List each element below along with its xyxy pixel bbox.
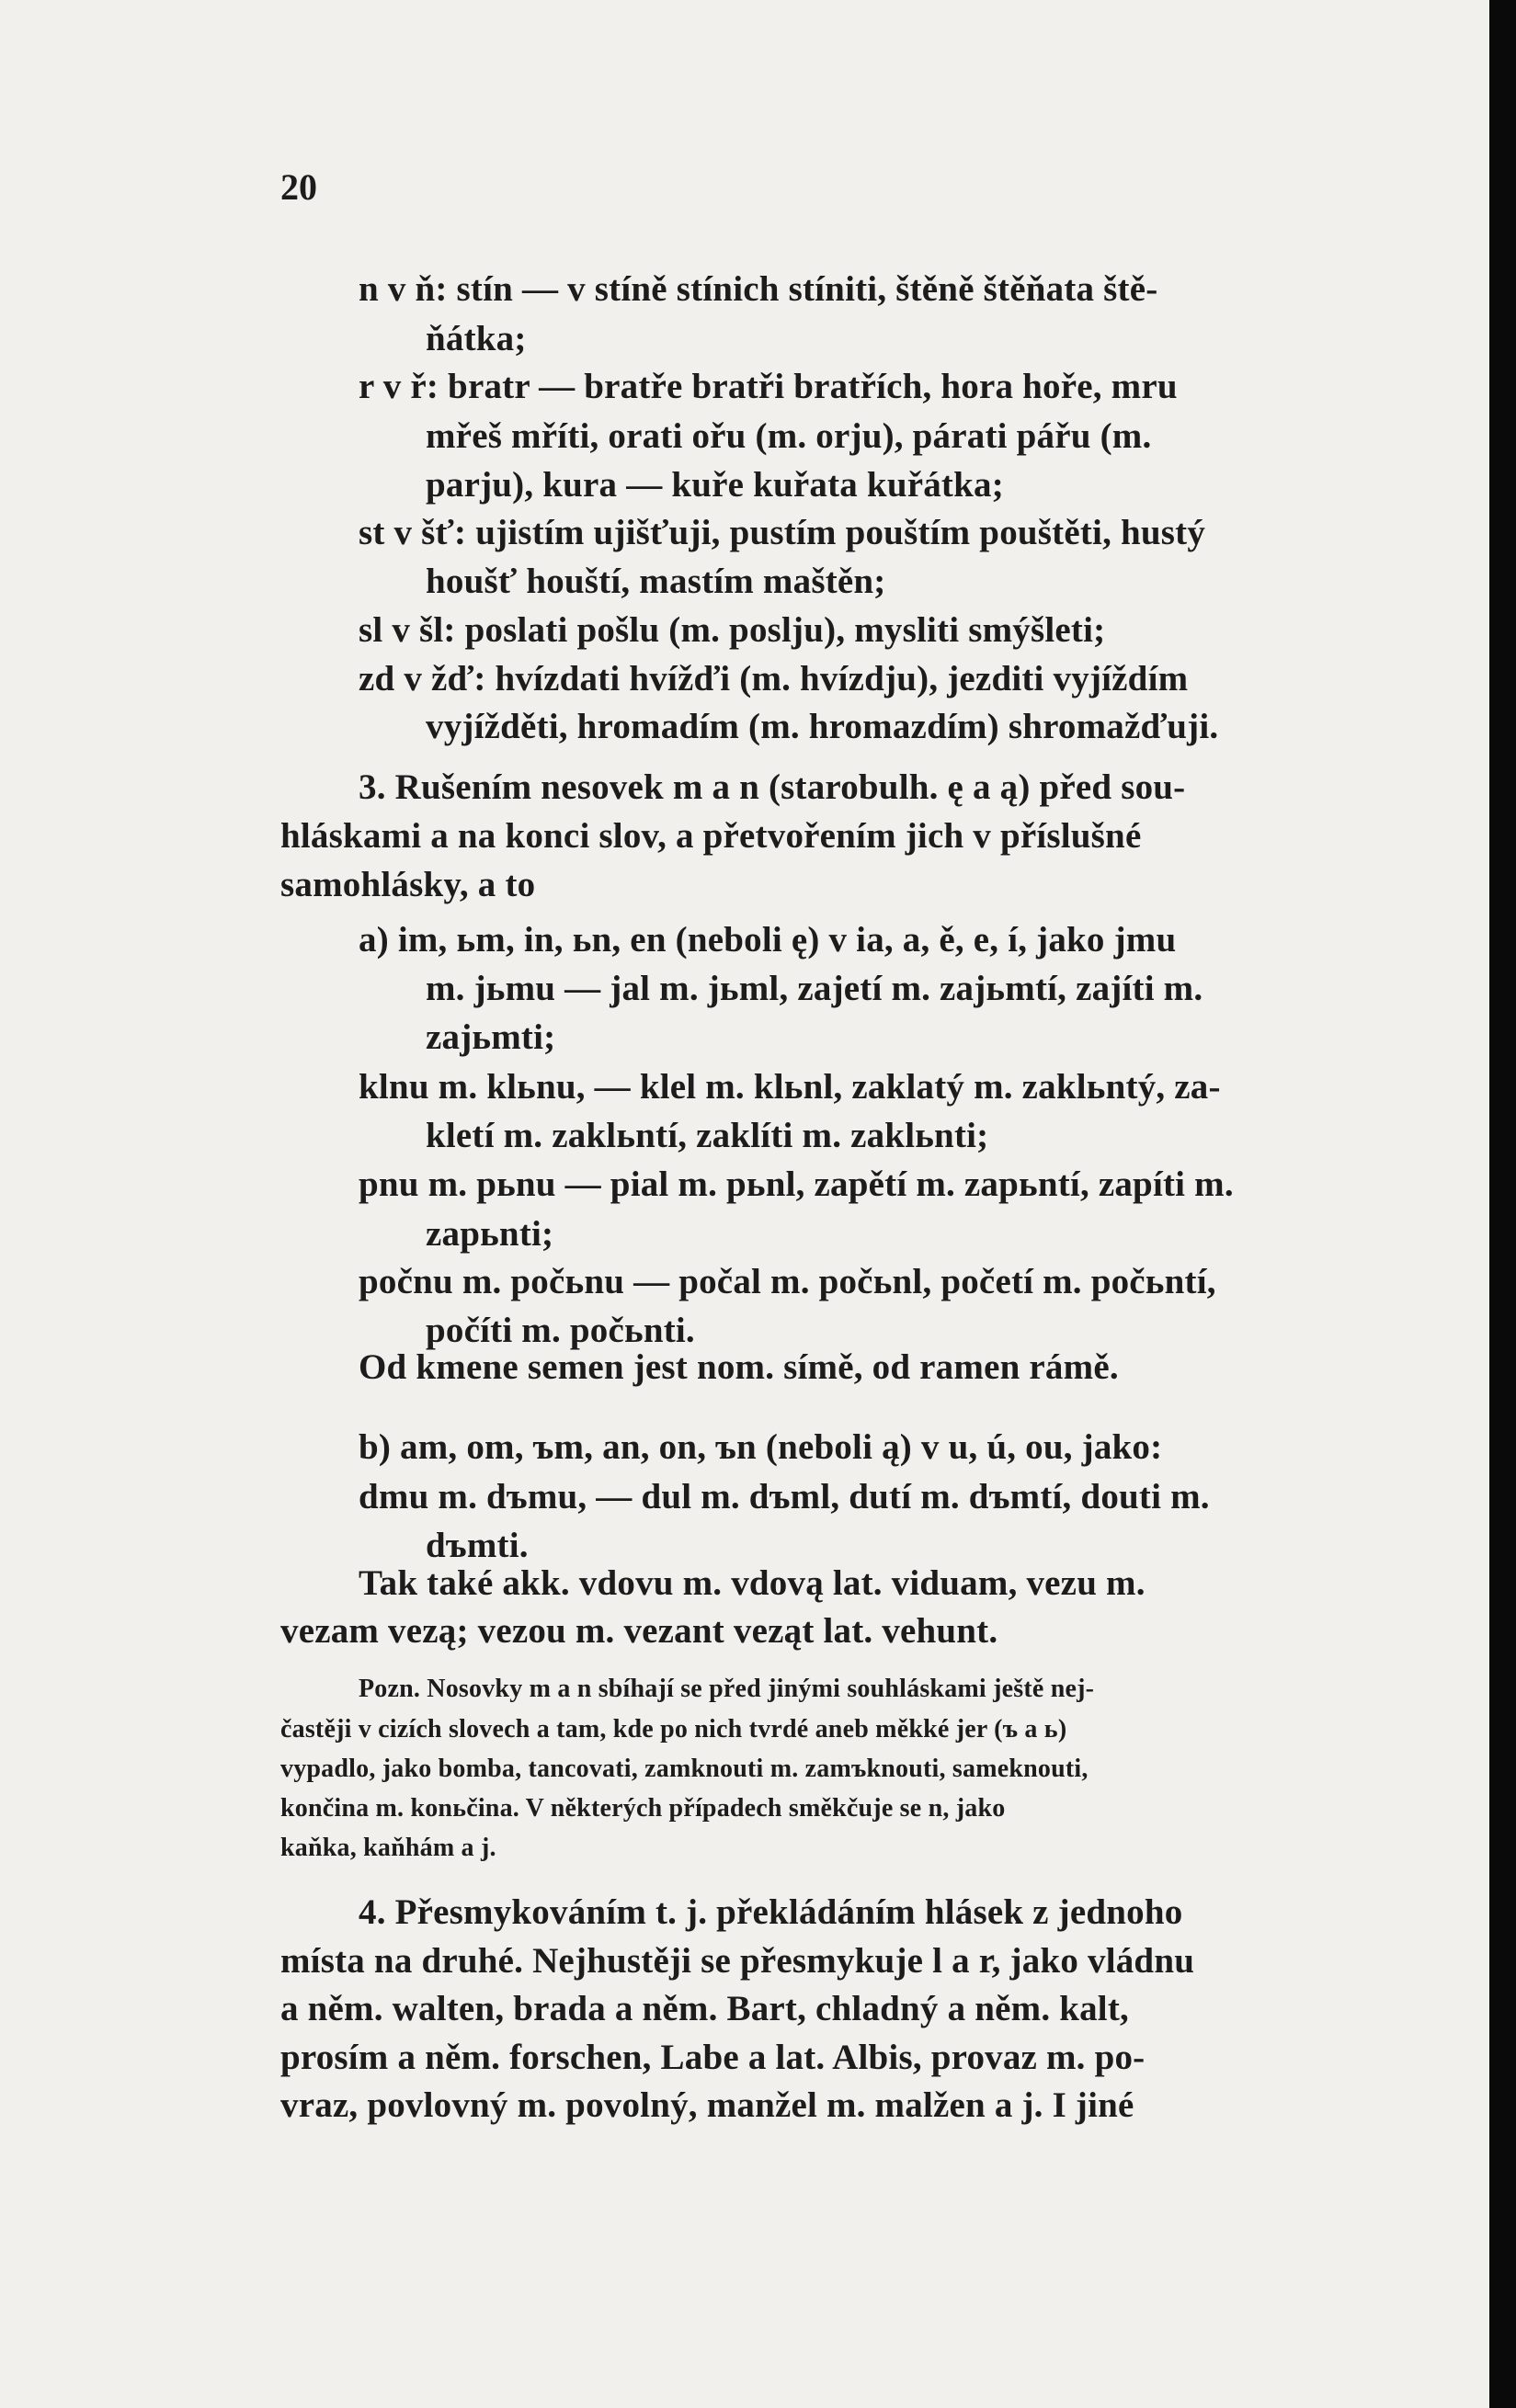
text-line: vyjížděti, hromadím (m. hromazdím) shromažďuji. — [426, 707, 1219, 746]
text-line: b) am, om, ъm, an, on, ъn (neboli ą) v u, ú, ou, jako: — [359, 1427, 1163, 1467]
scan-edge — [1489, 0, 1516, 2408]
text-line: ňátka; — [426, 319, 527, 358]
note-line: Pozn. Nosovky m a n sbíhají se před jinými souhláskami ještě nej- — [359, 1675, 1095, 1703]
text-line: n v ň: stín — v stíně stínich stíniti, štěně štěňata ště- — [359, 269, 1158, 309]
text-line: a něm. walten, brada a něm. Bart, chladný a něm. kalt, — [280, 1989, 1129, 2028]
text-line: sl v šl: poslati pošlu (m. poslju), mysliti smýšleti; — [359, 610, 1106, 650]
text-line: a) im, ьm, in, ьn, en (neboli ę) v ia, a, ě, e, í, jako jmu — [359, 920, 1177, 960]
text-line: klnu m. klьnu, — klel m. klьnl, zaklatý m. zaklьntý, za- — [359, 1067, 1221, 1107]
note-line: kaňka, kaňhám a j. — [280, 1834, 496, 1862]
text-line: zd v žď: hvízdati hvížďi (m. hvízdju), jezditi vyjíždím — [359, 659, 1189, 699]
text-line: samohlásky, a to — [280, 865, 536, 904]
text-line: zapьnti; — [426, 1214, 554, 1254]
text-line: pnu m. pьnu — pial m. pьnl, zapětí m. zapьntí, zapíti m. — [359, 1164, 1234, 1204]
text-line: zajьmti; — [426, 1017, 556, 1057]
text-line: houšť houští, mastím maštěn; — [426, 562, 886, 601]
text-line: vraz, povlovný m. povolný, manžel m. malžen a j. I jiné — [280, 2085, 1134, 2125]
note-line: končina m. konьčina. V některých případech směkčuje se n, jako — [280, 1794, 1006, 1823]
text-line: 3. Rušením nesovek m a n (starobulh. ę a ą) před sou- — [359, 767, 1186, 807]
text-line: r v ř: bratr — bratře bratři bratřích, hora hoře, mru — [359, 367, 1178, 406]
text-line: m. jьmu — jal m. jьml, zajetí m. zajьmtí, zajíti m. — [426, 969, 1203, 1008]
text-line: vezam vezą; vezou m. vezant veząt lat. vehunt. — [280, 1611, 998, 1651]
text-line: místa na druhé. Nejhustěji se přesmykuje l a r, jako vládnu — [280, 1941, 1195, 1981]
text-line: st v šť: ujistím ujišťuji, pustím pouštím pouštěti, hustý — [359, 513, 1206, 552]
note-line: častěji v cizích slovech a tam, kde po nich tvrdé aneb měkké jer (ъ a ь) — [280, 1715, 1067, 1744]
text-line: dъmti. — [426, 1526, 529, 1565]
text-line: Tak také akk. vdovu m. vdovą lat. viduam, vezu m. — [359, 1563, 1146, 1603]
text-line: dmu m. dъmu, — dul m. dъml, dutí m. dъmtí, douti m. — [359, 1477, 1210, 1516]
page-number: 20 — [280, 166, 317, 208]
text-line: parju), kura — kuře kuřata kuřátka; — [426, 465, 1004, 505]
text-line: 4. Přesmykováním t. j. překládáním hlásek z jednoho — [359, 1892, 1183, 1932]
text-line: počnu m. počьnu — počal m. počьnl, početí m. počьntí, — [359, 1262, 1216, 1301]
text-line: Od kmene semen jest nom. símě, od ramen rámě. — [359, 1347, 1119, 1387]
text-line: prosím a něm. forschen, Labe a lat. Albis, provaz m. po- — [280, 2038, 1146, 2077]
text-line: kletí m. zaklьntí, zaklíti m. zaklьnti; — [426, 1116, 989, 1155]
text-line: hláskami a na konci slov, a přetvořením jich v příslušné — [280, 816, 1142, 856]
note-line: vypadlo, jako bomba, tancovati, zamknouti m. zamъknouti, sameknouti, — [280, 1755, 1089, 1783]
text-line: mřeš mříti, orati ořu (m. orju), párati pářu (m. — [426, 416, 1152, 456]
text-line: počíti m. počьnti. — [426, 1311, 695, 1350]
